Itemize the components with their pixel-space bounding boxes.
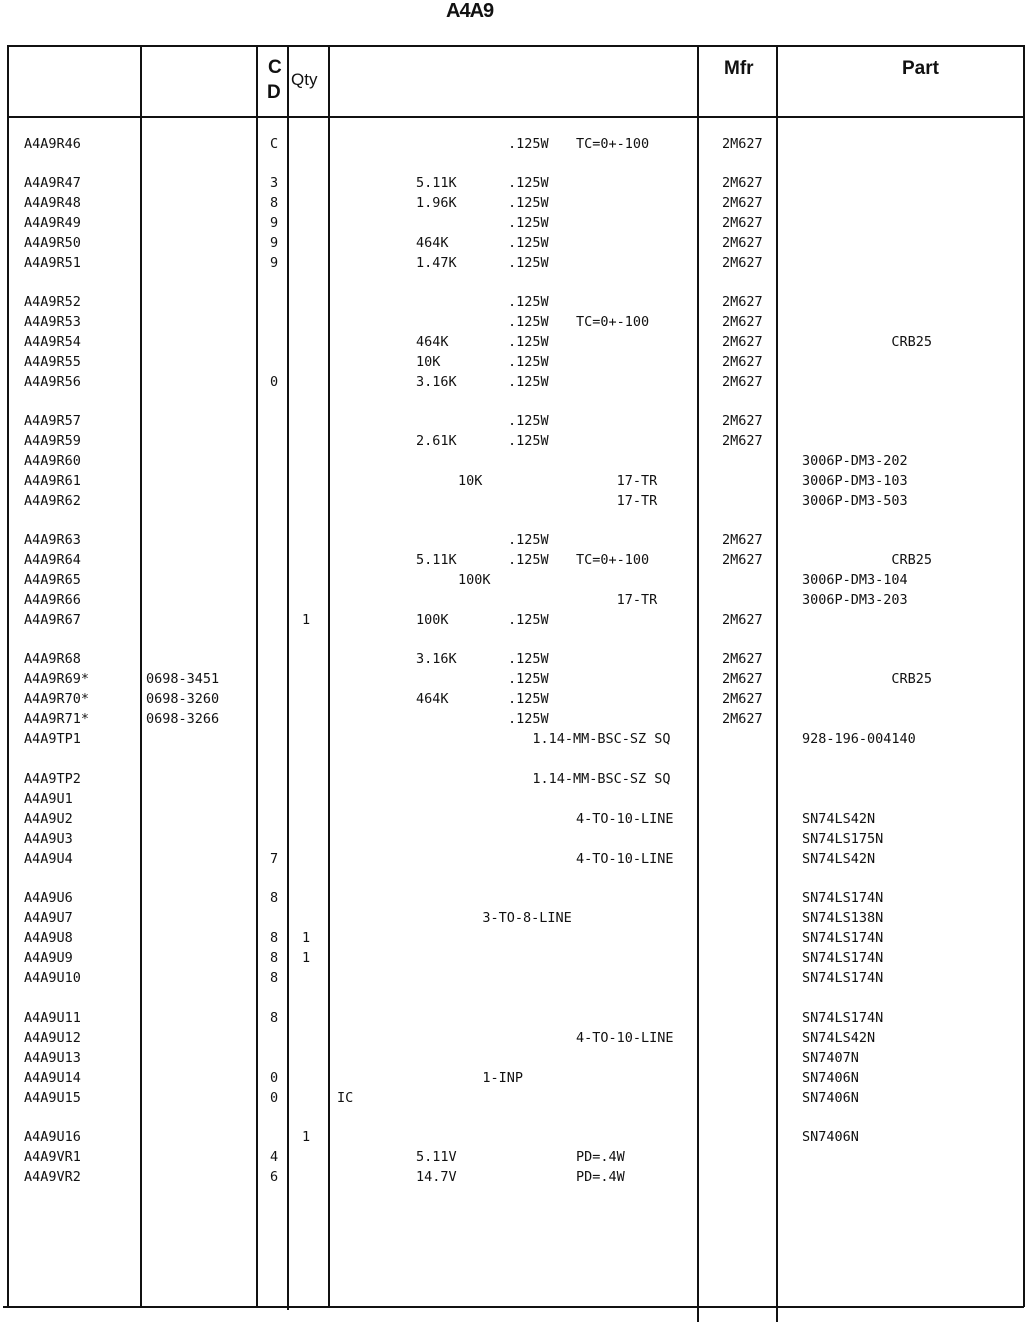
cell-ref: A4A9U6 — [24, 890, 73, 906]
cell-d1: 5.11K — [416, 175, 457, 191]
cell-pn: 0698-3266 — [146, 711, 220, 727]
cell-d3: .125W — [508, 532, 549, 548]
cell-d1: 2.61K — [416, 433, 457, 449]
cell-ref: A4A9R49 — [24, 215, 81, 231]
header-mfr: Mfr — [724, 58, 754, 79]
cell-d2: 100K — [458, 572, 491, 588]
cell-d3: 1.14-MM-BSC-SZ SQ — [508, 731, 671, 747]
table-row — [0, 174, 1031, 193]
cell-d4: TC=0+-100 — [576, 552, 650, 568]
cell-part: SN74LS174N — [802, 950, 884, 966]
table-row — [0, 949, 1031, 968]
table-row — [0, 412, 1031, 431]
table-row — [0, 1128, 1031, 1147]
cell-part: SN74LS174N — [802, 930, 884, 946]
cell-ref: A4A9R50 — [24, 235, 81, 251]
cell-d3: .125W — [508, 671, 549, 687]
cell-d4: PD=.4W — [576, 1169, 625, 1185]
cell-d3: .125W — [508, 195, 549, 211]
table-row — [0, 969, 1031, 988]
table-row — [0, 492, 1031, 511]
cell-ref: A4A9R66 — [24, 592, 81, 608]
cell-d3: .125W — [508, 215, 549, 231]
header-cd-bottom: D — [267, 82, 281, 103]
cell-ref: A4A9U11 — [24, 1010, 81, 1026]
table-row — [0, 1148, 1031, 1167]
cell-ref: A4A9VR2 — [24, 1169, 81, 1185]
table-row — [0, 611, 1031, 630]
table-row — [0, 472, 1031, 491]
cell-d3: .125W — [508, 711, 549, 727]
table-row — [0, 373, 1031, 392]
cell-ref: A4A9R63 — [24, 532, 81, 548]
table-row — [0, 1089, 1031, 1108]
cell-mfr: 2M627 — [722, 334, 763, 350]
cell-part: CRB25 — [802, 671, 933, 687]
cell-cd: 8 — [270, 950, 279, 966]
table-row — [0, 452, 1031, 471]
table-row — [0, 1168, 1031, 1187]
cell-cd: 4 — [270, 1149, 279, 1165]
cell-part: CRB25 — [802, 334, 933, 350]
cell-ref: A4A9R47 — [24, 175, 81, 191]
table-row — [0, 135, 1031, 154]
table-row — [0, 770, 1031, 789]
cell-mfr: 2M627 — [722, 136, 763, 152]
cell-ref: A4A9U13 — [24, 1050, 81, 1066]
cell-mfr: 2M627 — [722, 314, 763, 330]
cell-d2: 10K — [458, 473, 483, 489]
cell-d2: 3-TO-8-LINE — [458, 910, 572, 926]
cell-ref: A4A9R57 — [24, 413, 81, 429]
cell-d3: .125W — [508, 294, 549, 310]
cell-d1: 14.7V — [416, 1169, 457, 1185]
cell-mfr: 2M627 — [722, 294, 763, 310]
cell-d4: 4-TO-10-LINE — [576, 811, 674, 827]
table-row — [0, 710, 1031, 729]
table-row — [0, 909, 1031, 928]
cell-cd: 8 — [270, 930, 279, 946]
header-part: Part — [902, 58, 939, 79]
cell-cd: 9 — [270, 255, 279, 271]
table-bottom-border — [3, 1306, 1024, 1308]
cell-cd: C — [270, 136, 279, 152]
table-row — [0, 432, 1031, 451]
cell-ref: A4A9U9 — [24, 950, 73, 966]
cell-d4: 17-TR — [576, 493, 658, 509]
table-row — [0, 929, 1031, 948]
cell-d3: .125W — [508, 612, 549, 628]
cell-ref: A4A9R59 — [24, 433, 81, 449]
cell-cd: 7 — [270, 851, 279, 867]
table-top-border — [7, 45, 1024, 47]
table-row — [0, 591, 1031, 610]
cell-ref: A4A9R53 — [24, 314, 81, 330]
cell-part: SN7406N — [802, 1070, 859, 1086]
cell-part: 3006P-DM3-103 — [802, 473, 908, 489]
cell-d4: TC=0+-100 — [576, 136, 650, 152]
cell-d3: .125W — [508, 374, 549, 390]
cell-ref: A4A9R52 — [24, 294, 81, 310]
cell-pn: 0698-3451 — [146, 671, 220, 687]
cell-ref: A4A9R61 — [24, 473, 81, 489]
cell-d4: TC=0+-100 — [576, 314, 650, 330]
cell-part: 928-196-004140 — [802, 731, 916, 747]
cell-d3: .125W — [508, 552, 549, 568]
table-row — [0, 333, 1031, 352]
cell-mfr: 2M627 — [722, 175, 763, 191]
cell-ref: A4A9U10 — [24, 970, 81, 986]
cell-d4: 4-TO-10-LINE — [576, 851, 674, 867]
cell-ref: A4A9VR1 — [24, 1149, 81, 1165]
table-row — [0, 214, 1031, 233]
cell-ref: A4A9R65 — [24, 572, 81, 588]
cell-part: SN7406N — [802, 1129, 859, 1145]
cell-ref: A4A9R46 — [24, 136, 81, 152]
cell-mfr: 2M627 — [722, 235, 763, 251]
cell-part: SN74LS42N — [802, 851, 876, 867]
cell-pn: 0698-3260 — [146, 691, 220, 707]
cell-d1: 3.16K — [416, 374, 457, 390]
table-row — [0, 353, 1031, 372]
cell-ref: A4A9U15 — [24, 1090, 81, 1106]
cell-part: 3006P-DM3-104 — [802, 572, 908, 588]
cell-ref: A4A9R70* — [24, 691, 90, 707]
cell-ref: A4A9U14 — [24, 1070, 81, 1086]
cell-part: SN74LS42N — [802, 1030, 876, 1046]
cell-mfr: 2M627 — [722, 413, 763, 429]
cell-mfr: 2M627 — [722, 215, 763, 231]
cell-cd: 9 — [270, 215, 279, 231]
cell-d1: 464K — [416, 235, 449, 251]
cell-d1: 1.47K — [416, 255, 457, 271]
cell-qty: 1 — [302, 950, 311, 966]
table-row — [0, 670, 1031, 689]
cell-mfr: 2M627 — [722, 354, 763, 370]
page-title: A4A9 — [446, 0, 494, 22]
cell-ref: A4A9R67 — [24, 612, 81, 628]
cell-ref: A4A9R55 — [24, 354, 81, 370]
table-row — [0, 690, 1031, 709]
cell-d4: 17-TR — [576, 592, 658, 608]
cell-part: SN74LS175N — [802, 831, 884, 847]
table-row — [0, 531, 1031, 550]
cell-d3: 1.14-MM-BSC-SZ SQ — [508, 771, 671, 787]
header-qty: Qty — [291, 70, 318, 89]
cell-ref: A4A9R48 — [24, 195, 81, 211]
cell-cd: 8 — [270, 1010, 279, 1026]
cell-part: 3006P-DM3-203 — [802, 592, 908, 608]
cell-mfr: 2M627 — [722, 691, 763, 707]
table-row — [0, 889, 1031, 908]
cell-part: SN7406N — [802, 1090, 859, 1106]
table-row — [0, 551, 1031, 570]
cell-part: SN74LS174N — [802, 890, 884, 906]
cell-part: SN7407N — [802, 1050, 859, 1066]
cell-part: SN74LS138N — [802, 910, 884, 926]
cell-qty: 1 — [302, 612, 311, 628]
table-row — [0, 1049, 1031, 1068]
table-row — [0, 650, 1031, 669]
cell-cd: 8 — [270, 890, 279, 906]
table-row — [0, 1029, 1031, 1048]
table-row — [0, 1069, 1031, 1088]
cell-d2: 1-INP — [458, 1070, 524, 1086]
cell-qty: 1 — [302, 930, 311, 946]
cell-mfr: 2M627 — [722, 433, 763, 449]
table-row — [0, 234, 1031, 253]
cell-ref: A4A9R54 — [24, 334, 81, 350]
table-row — [0, 730, 1031, 749]
cell-cd: 9 — [270, 235, 279, 251]
cell-ref: A4A9U12 — [24, 1030, 81, 1046]
cell-ref: A4A9R62 — [24, 493, 81, 509]
cell-mfr: 2M627 — [722, 374, 763, 390]
cell-ref: A4A9TP2 — [24, 771, 81, 787]
cell-d1: 464K — [416, 334, 449, 350]
cell-d4: 17-TR — [576, 473, 658, 489]
cell-d3: .125W — [508, 413, 549, 429]
cell-part: SN74LS42N — [802, 811, 876, 827]
cell-part: 3006P-DM3-503 — [802, 493, 908, 509]
cell-ref: A4A9U8 — [24, 930, 73, 946]
cell-ref: A4A9U2 — [24, 811, 73, 827]
cell-ref: A4A9U4 — [24, 851, 73, 867]
cell-d4: 4-TO-10-LINE — [576, 1030, 674, 1046]
cell-d1: 3.16K — [416, 651, 457, 667]
cell-d3: .125W — [508, 255, 549, 271]
cell-cd: 8 — [270, 970, 279, 986]
cell-ref: A4A9TP1 — [24, 731, 81, 747]
cell-ref: A4A9U16 — [24, 1129, 81, 1145]
cell-d1: 464K — [416, 691, 449, 707]
header-bottom-border — [7, 116, 1024, 118]
cell-part: SN74LS174N — [802, 1010, 884, 1026]
table-row — [0, 830, 1031, 849]
cell-mfr: 2M627 — [722, 195, 763, 211]
cell-mfr: 2M627 — [722, 651, 763, 667]
cell-ref: A4A9R68 — [24, 651, 81, 667]
cell-ref: A4A9R69* — [24, 671, 90, 687]
cell-ref: A4A9R64 — [24, 552, 81, 568]
cell-d1: 1.96K — [416, 195, 457, 211]
table-row — [0, 850, 1031, 869]
cell-cd: 0 — [270, 1090, 279, 1106]
cell-cd: 3 — [270, 175, 279, 191]
cell-d1: 100K — [416, 612, 449, 628]
table-row — [0, 313, 1031, 332]
cell-d3: .125W — [508, 433, 549, 449]
cell-part: 3006P-DM3-202 — [802, 453, 908, 469]
header-cd-top: C — [268, 57, 282, 78]
cell-cd: 0 — [270, 1070, 279, 1086]
cell-ic: IC — [337, 1090, 354, 1106]
cell-d3: .125W — [508, 651, 549, 667]
cell-d4: PD=.4W — [576, 1149, 625, 1165]
table-row — [0, 810, 1031, 829]
cell-mfr: 2M627 — [722, 255, 763, 271]
cell-d3: .125W — [508, 136, 549, 152]
cell-d3: .125W — [508, 314, 549, 330]
cell-mfr: 2M627 — [722, 612, 763, 628]
table-row — [0, 254, 1031, 273]
table-row — [0, 571, 1031, 590]
cell-d3: .125W — [508, 235, 549, 251]
cell-d1: 10K — [416, 354, 441, 370]
cell-d3: .125W — [508, 175, 549, 191]
table-row — [0, 293, 1031, 312]
cell-ref: A4A9U1 — [24, 791, 73, 807]
cell-part: SN74LS174N — [802, 970, 884, 986]
cell-mfr: 2M627 — [722, 711, 763, 727]
cell-ref: A4A9R60 — [24, 453, 81, 469]
cell-ref: A4A9R71* — [24, 711, 90, 727]
cell-d3: .125W — [508, 691, 549, 707]
cell-cd: 8 — [270, 195, 279, 211]
cell-cd: 6 — [270, 1169, 279, 1185]
cell-d1: 5.11V — [416, 1149, 457, 1165]
cell-d3: .125W — [508, 354, 549, 370]
cell-ref: A4A9U7 — [24, 910, 73, 926]
cell-mfr: 2M627 — [722, 671, 763, 687]
cell-mfr: 2M627 — [722, 552, 763, 568]
cell-ref: A4A9R51 — [24, 255, 81, 271]
cell-d1: 5.11K — [416, 552, 457, 568]
cell-d3: .125W — [508, 334, 549, 350]
table-row — [0, 790, 1031, 809]
cell-mfr: 2M627 — [722, 532, 763, 548]
table-row — [0, 194, 1031, 213]
cell-cd: 0 — [270, 374, 279, 390]
cell-qty: 1 — [302, 1129, 311, 1145]
cell-part: CRB25 — [802, 552, 933, 568]
cell-ref: A4A9R56 — [24, 374, 81, 390]
cell-ref: A4A9U3 — [24, 831, 73, 847]
table-row — [0, 1009, 1031, 1028]
